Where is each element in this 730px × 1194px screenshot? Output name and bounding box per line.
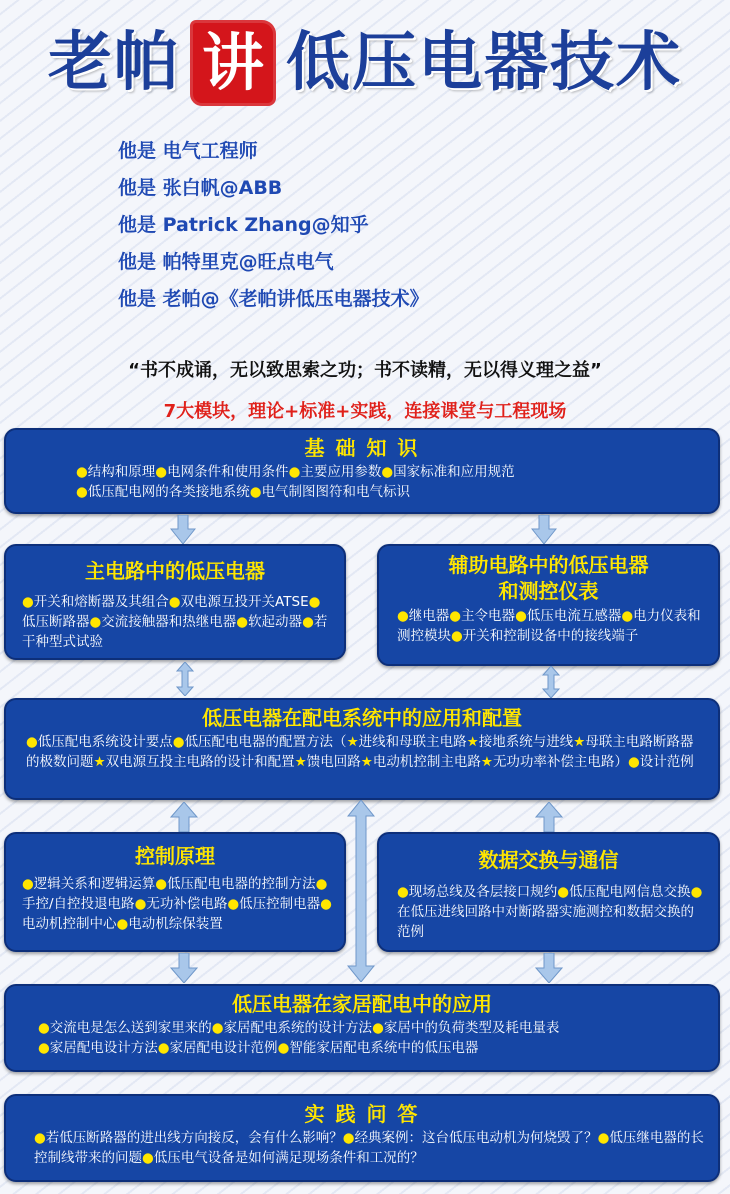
list-item: 电动机控制主电路 [372,754,481,770]
list-item: 交流接触器和热继电器 [101,614,237,630]
module-body [18,732,706,772]
bullet-icon: ● [372,1020,384,1036]
bullet-icon: ● [155,876,168,892]
bullet-icon: ● [315,876,328,892]
bullet-icon: ● [449,608,462,624]
star-icon: ★ [346,734,359,750]
intro-line: 他是 张白帆@ABB [118,177,283,199]
star-icon: ★ [93,754,106,770]
double-arrow-icon [176,662,194,696]
down-arrow-icon [170,515,196,545]
bullet-icon: ● [515,608,527,624]
intro-line: 他是 老帕@《老帕讲低压电器技术》 [118,288,429,310]
quote: “书不成诵，无以致思索之功；书不读精，无以得义理之益” [128,360,602,381]
bullet-icon: ● [397,608,409,624]
list-item: 现场总线及各层接口规约 [408,884,558,900]
list-item: 家居配电设计范例 [169,1040,278,1056]
body-line [76,482,706,502]
list-item: 手控/自控投退电路 [22,896,135,912]
list-item: 软起动器 [248,614,303,630]
list-item: 低压配电电器的控制方法 [167,876,316,892]
module-aux-circuit [377,544,720,666]
list-item: 无功功率补偿主电路 [492,754,615,770]
module-body [18,874,332,934]
module-body [18,462,706,502]
bullet-icon: ● [249,484,262,500]
body-line [38,1038,706,1058]
bullet-icon: ● [157,1040,170,1056]
list-item: 经典案例：这台低压电动机为何烧毁了？ [354,1130,598,1146]
list-item: 进线和母联主电路 [358,734,467,750]
list-item: 国家标准和应用规范 [393,464,515,480]
bullet-icon: ● [155,464,168,480]
list-item: 双电源互投主电路的设计和配置 [105,754,295,770]
list-item: 电力仪表和测控模块 [397,608,701,644]
module-basic-knowledge [4,428,720,514]
module-practice-qa [4,1094,720,1182]
module-title-line: 辅助电路中的低压电器 [448,553,649,577]
bullet-icon: ● [76,484,88,500]
module-body [391,882,706,942]
list-item: 家居配电设计方法 [49,1040,158,1056]
title-right: 低压电器技术 [286,26,682,100]
list-item: 若干种型式试验 [22,614,328,650]
list-item: 低压控制电器 [239,896,321,912]
list-item: 逻辑关系和逻辑运算 [33,876,156,892]
list-item: 低压断路器 [22,614,90,630]
star-icon: ★ [360,754,373,770]
list-item: 电动机综保装置 [128,916,223,932]
list-item: 低压配电系统设计要点 [37,734,173,750]
module-distribution [4,698,720,800]
bullet-icon: ● [22,876,34,892]
bullet-icon: ● [621,608,634,624]
bullet-icon: ● [26,734,38,750]
bullet-icon: ● [76,464,88,480]
star-icon: ★ [480,754,493,770]
list-item: 若低压断路器的进出线方向接反，会有什么影响？ [45,1130,343,1146]
up-arrow-icon [535,802,563,832]
bullet-icon: ● [381,464,394,480]
star-icon: ★ [294,754,307,770]
module-body [18,1018,706,1058]
bullet-icon: ● [38,1020,50,1036]
module-body [391,604,706,646]
list-item: 低压配电网的各类接地系统 [87,484,250,500]
star-icon: ★ [466,734,479,750]
bullet-icon: ● [236,614,249,630]
list-item: 双电源互投开关ATSE [180,594,309,610]
bullet-icon: ● [627,754,640,770]
up-arrow-icon [170,802,198,832]
module-title: 基 础 知 识 [304,436,420,460]
list-item: 结构和原理 [87,464,156,480]
module-control [4,832,346,952]
list-item: 设计范例 [639,754,694,770]
bullet-icon: ● [288,464,301,480]
module-title: 数据交换与通信 [478,848,619,872]
slogan: 7大模块，理论+标准+实践，连接课堂与工程现场 [163,401,567,422]
seal-stamp [190,20,276,106]
body-line [76,462,706,482]
down-arrow-icon [535,953,563,983]
list-item: 低压电流互感器 [526,608,622,624]
list-item: 家居配电系统的设计方法 [223,1020,373,1036]
list-item: 在低压进线回路中对断路器实施测控和数据交换的范例 [397,904,694,940]
module-title: 主电路中的低压电器 [85,559,265,583]
bullet-icon: ● [451,628,463,644]
bullet-icon: ● [168,594,181,610]
list-item: 继电器 [408,608,450,624]
bullet-icon: ● [690,884,703,900]
bullet-icon: ● [211,1020,224,1036]
body-line [38,1018,706,1038]
list-item: 开关和熔断器及其组合 [33,594,169,610]
double-arrow-icon [542,666,560,698]
module-title: 低压电器在配电系统中的应用和配置 [202,706,522,730]
bullet-icon: ● [308,594,321,610]
module-title: 实 践 问 答 [304,1102,420,1126]
banner-title [0,18,730,108]
intro-line: 他是 Patrick Zhang@知乎 [118,214,369,236]
module-body [18,1128,706,1168]
list-item: 交流电是怎么送到家里来的 [49,1020,212,1036]
bullet-icon: ● [172,734,185,750]
bullet-icon: ● [142,1150,154,1166]
list-item: 低压配电电器的配置方法（ [184,734,347,750]
module-main-circuit [4,544,346,660]
list-item: 主要应用参数 [300,464,382,480]
list-item: 低压继电器的长控制线带来的问题 [34,1130,704,1166]
down-arrow-icon [170,953,198,983]
intro-line: 他是 帕特里克@旺点电气 [118,251,334,273]
module-body [18,592,332,652]
bullet-icon: ● [597,1130,610,1146]
bullet-icon: ● [557,884,570,900]
bullet-icon: ● [320,896,332,912]
module-title: 低压电器在家居配电中的应用 [232,992,492,1016]
module-home [4,984,720,1072]
bullet-icon: ● [116,916,129,932]
list-item: 馈电回路 [306,754,361,770]
bullet-icon: ● [22,594,34,610]
bullet-icon: ● [342,1130,355,1146]
star-icon: ★ [573,734,586,750]
module-title [391,550,706,604]
list-item: 智能家居配电系统中的低压电器 [289,1040,479,1056]
list-item: 电动机控制中心 [22,916,117,932]
list-item: 家居中的负荷类型及耗电量表 [383,1020,560,1036]
bullet-icon: ● [34,1130,46,1146]
seal-character: 讲 [201,26,264,99]
bullet-icon: ● [134,896,147,912]
list-item: 接地系统与进线 [478,734,574,750]
list-item: 低压电气设备是如何满足现场条件和工况的？ [153,1150,424,1166]
bullet-icon: ● [277,1040,290,1056]
module-title-line: 和测控仪表 [498,579,599,603]
double-arrow-icon [347,800,375,982]
module-data-comm [377,832,720,952]
bullet-icon: ● [38,1040,50,1056]
list-item: ） [614,754,628,770]
list-item: 低压配电网信息交换 [569,884,691,900]
list-item: 电网条件和使用条件 [167,464,289,480]
list-item: 开关和控制设备中的接线端子 [462,628,639,644]
bullet-icon: ● [397,884,409,900]
down-arrow-icon [531,515,557,545]
author-intro [118,136,638,321]
bullet-icon: ● [302,614,314,630]
bullet-icon: ● [227,896,240,912]
list-item: 无功补偿电路 [146,896,228,912]
module-title: 控制原理 [135,844,215,868]
list-item: 主令电器 [461,608,516,624]
title-left: 老帕 [48,26,180,100]
list-item: 电气制图图符和电气标识 [261,484,411,500]
bullet-icon: ● [89,614,102,630]
intro-line: 他是 电气工程师 [118,140,258,162]
list-item: 母联主电路断路器的极数问题 [26,734,694,770]
